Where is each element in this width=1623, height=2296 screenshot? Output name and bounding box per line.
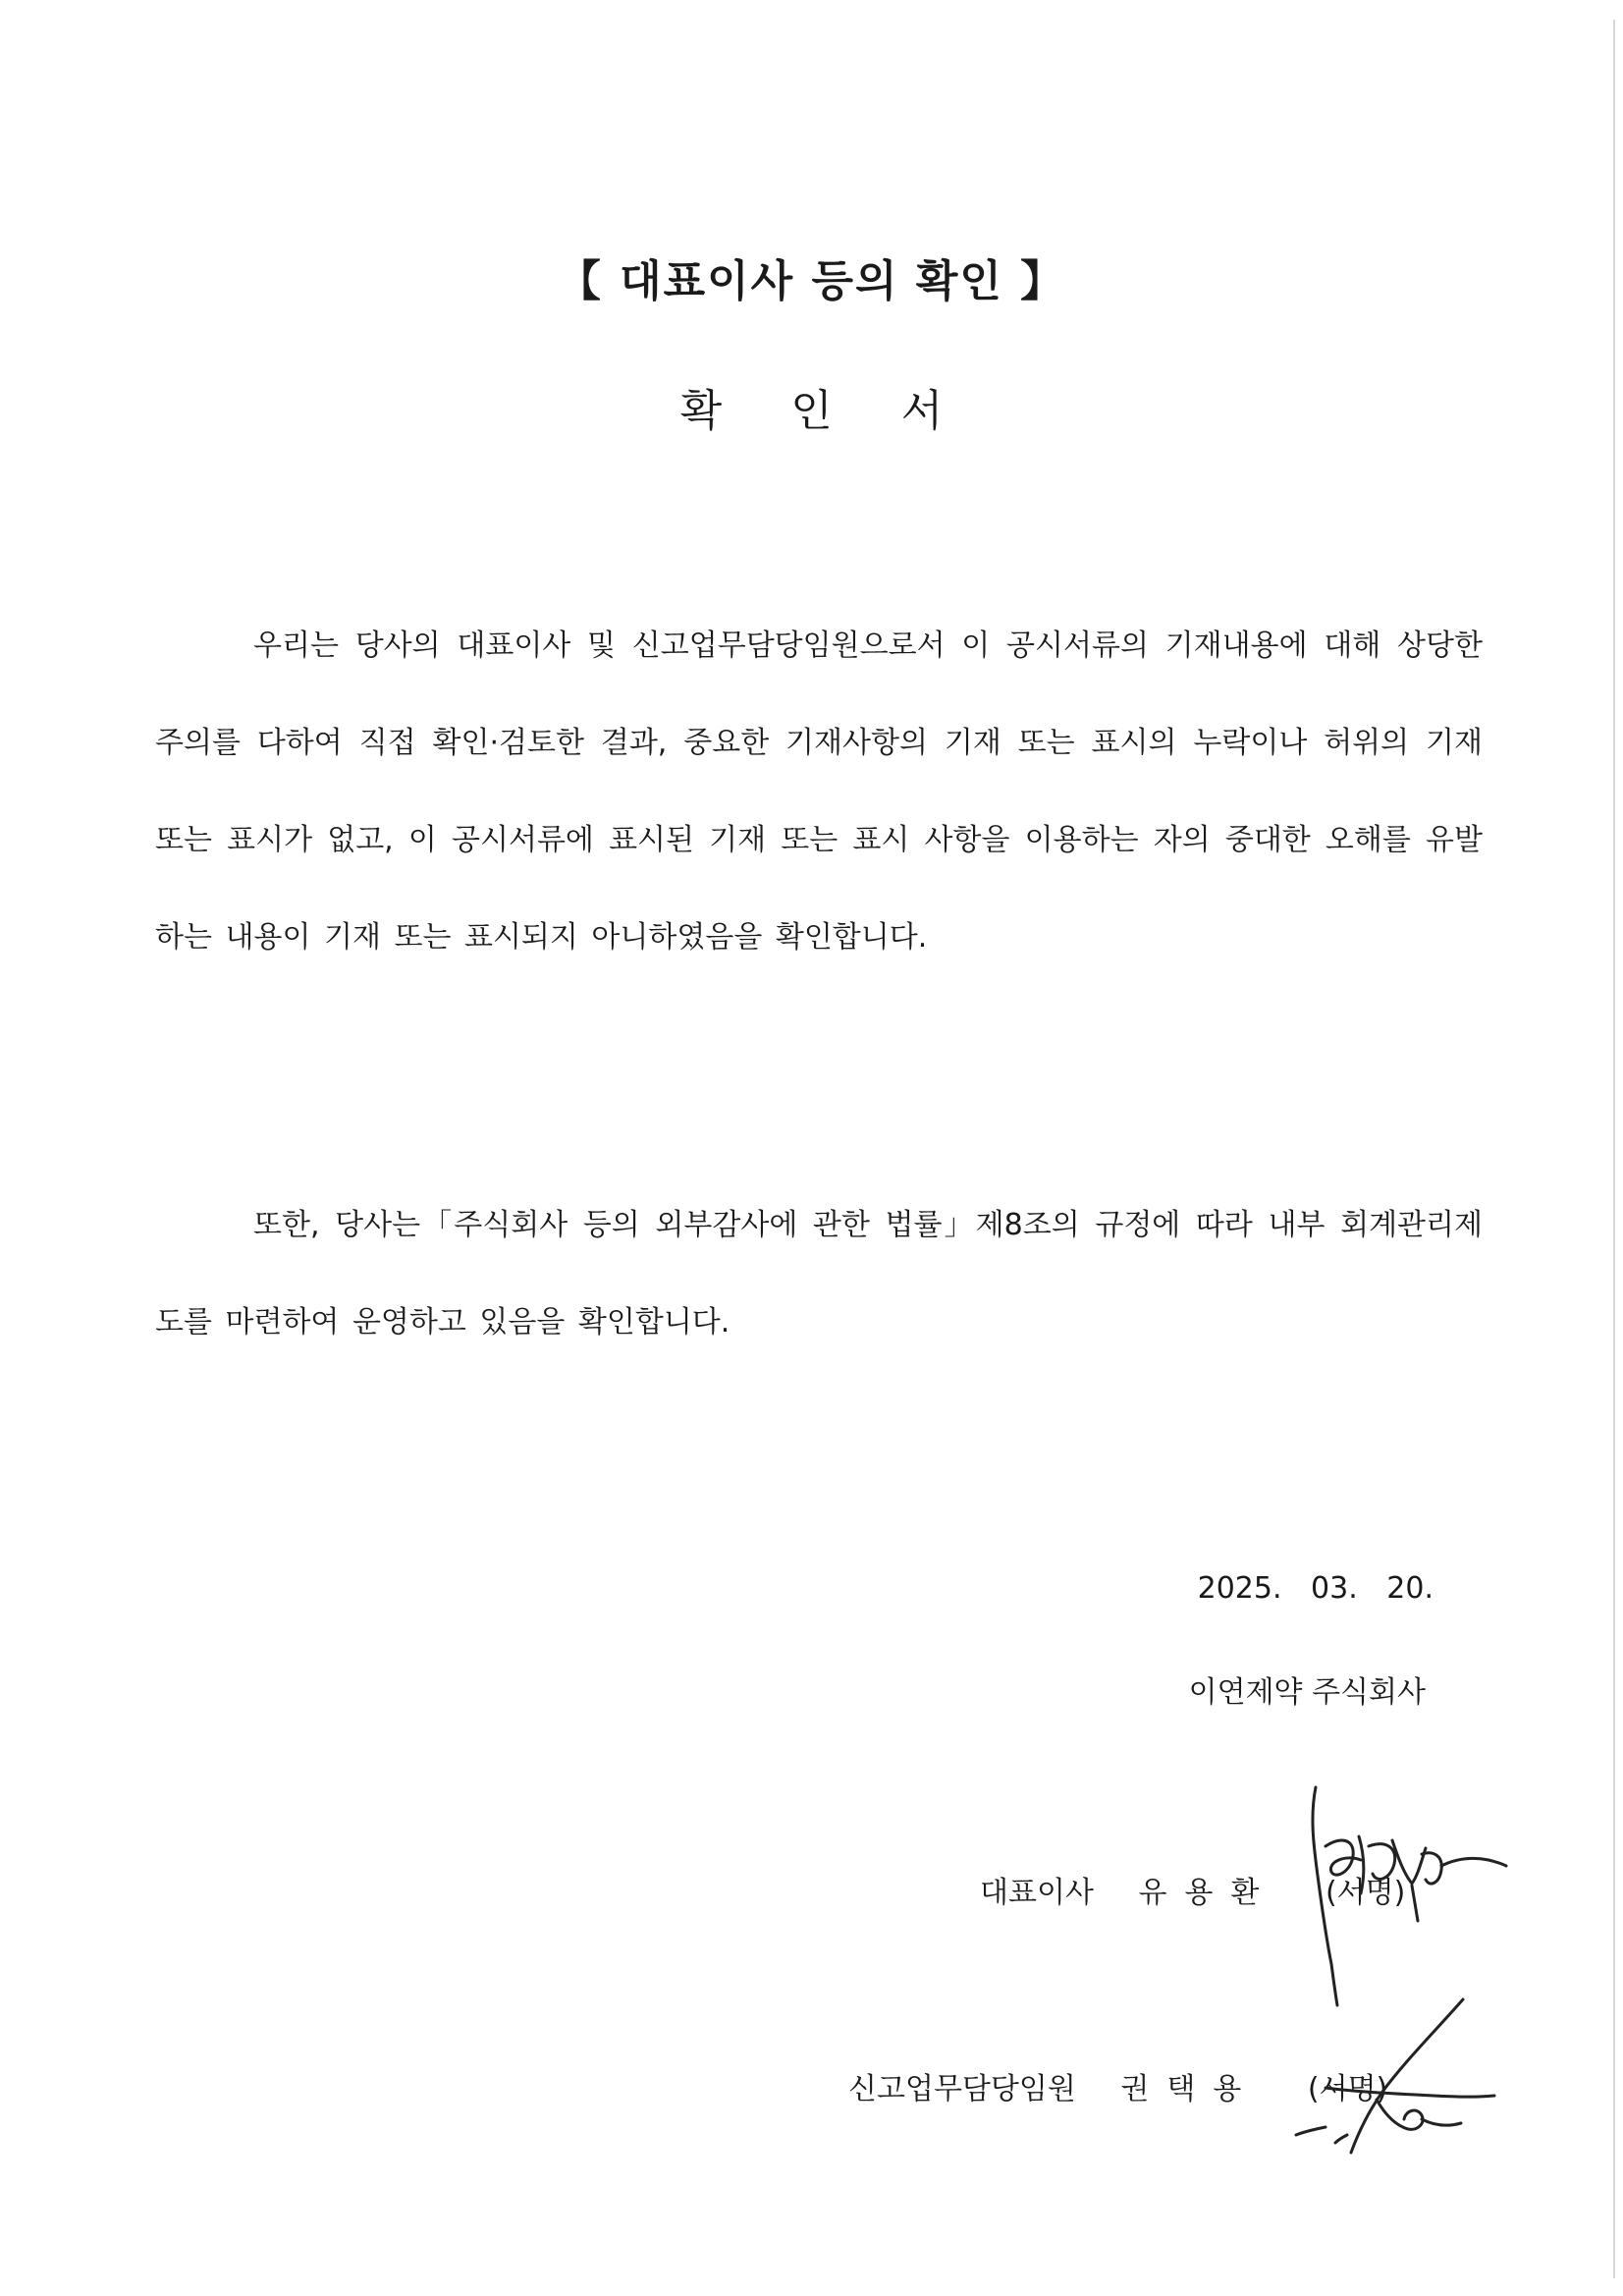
confirmation-paragraph: 우리는 당사의 대표이사 및 신고업무담당임원으로서 이 공시서류의 기재내용에 대해 상당한 주의를 다하여 직접 확인·검토한 결과, 중요한 기재사항의 기재 또는 표시의 누락이나 허위의 기재 또는 표시가 없고, 이 공시서류에 표시된 기재 또는 표시 사항을 이용하는 자의 중대한 오해를 유발하는 내용이 기재 또는 표시되지 아니하였음을 확인합니다. [155,629,1483,955]
signer-row-ceo [980,1868,1405,1911]
document-heading: 【 대표이사 등의 확인 】 [557,256,1066,306]
signature-mark: (서명) [1307,2072,1388,2106]
signer-role: 신고업무담당임원 [848,2072,1076,2106]
document-subheading: 확 인 서 [679,386,971,436]
signature-mark: (서명) [1325,1876,1406,1910]
company-name: 이연제약 주식회사 [1188,1675,1426,1710]
signer-name: 권택용 [1120,2072,1260,2106]
sign-date: 2025. 03. 20. [1197,1571,1434,1606]
signer-role: 대표이사 [980,1876,1094,1910]
page-edge-line [1613,20,1615,2278]
internal-control-paragraph: 또한, 당사는「주식회사 등의 외부감사에 관한 법률」제8조의 규정에 따라 내부 회계관리제도를 마련하여 운영하고 있음을 확인합니다. [155,1208,1483,1339]
signer-name: 유용환 [1138,1876,1277,1910]
signer-row-disclosure-officer [848,2064,1387,2107]
